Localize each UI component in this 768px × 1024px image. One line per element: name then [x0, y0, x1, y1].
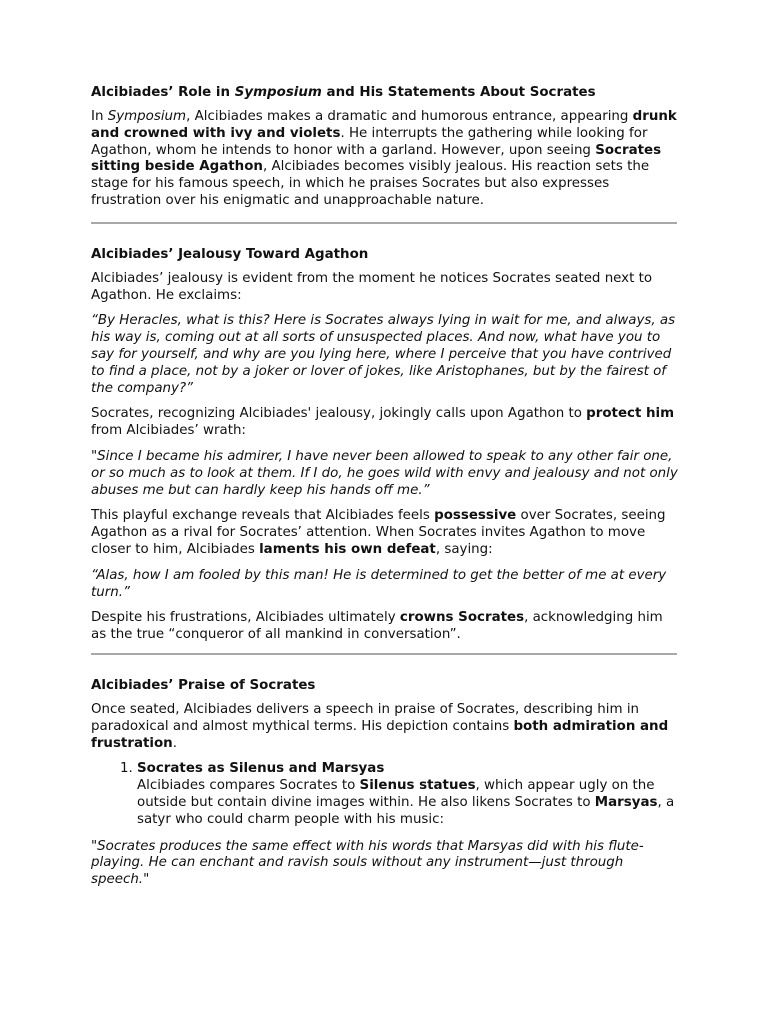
italic-run: Socrates produces the same effect with his words that Marsyas did with his flute-playing. He can enchant and ravish souls without any instrument—just through speech. — [91, 838, 644, 888]
text-run: , Alcibiades makes a dramatic and humorous entrance, appearing — [186, 109, 633, 124]
section-role — [91, 84, 681, 224]
section-divider — [91, 653, 677, 655]
text-run: In — [91, 109, 108, 124]
heading-text: Alcibiades’ Role in — [91, 85, 235, 100]
text-run: Alcibiades compares Socrates to — [137, 778, 360, 794]
italic-run: Symposium — [107, 109, 187, 124]
text-run: from Alcibiades’ wrath: — [91, 423, 246, 439]
text-run: Once seated, Alcibiades delivers a speech in praise of Socrates, describing him in paradoxical and almost mythical terms. His depiction contains — [91, 701, 640, 734]
section-heading: Alcibiades’ Jealousy Toward Agathon — [91, 246, 369, 262]
list-item-title: Socrates as Silenus and Marsyas — [137, 761, 385, 777]
quote-mark: " — [91, 838, 98, 854]
paragraph — [91, 406, 681, 440]
section-divider — [91, 222, 677, 224]
block-quote — [91, 449, 681, 499]
bold-run: both admiration and frustration — [91, 718, 669, 751]
text-run: . — [172, 735, 177, 751]
quote-mark: " — [143, 872, 150, 888]
text-run: , saying: — [435, 541, 493, 557]
text-run: Despite his frustrations, Alcibiades ultimately — [91, 610, 400, 626]
text-run: , Alcibiades becomes visibly jealous. His reaction sets the stage for his famous speech, in which he praises Socrates but also expresses frustration over his enigmatic and unapproachable nature. — [91, 159, 650, 208]
numbered-list — [91, 761, 681, 828]
block-quote: “Alas, how I am fooled by this man! He is determined to get the better of me at every turn.” — [91, 567, 667, 600]
heading-text: and His Statements About Socrates — [321, 85, 596, 100]
bold-run: possessive — [434, 508, 517, 524]
text-run: , which appear ugly on the outside but contain divine images within. He also likens Socrates to — [137, 778, 655, 810]
paragraph — [91, 109, 681, 210]
text-run: This playful exchange reveals that Alcibiades feels — [91, 508, 435, 524]
bold-run: Marsyas — [594, 794, 658, 810]
text-run: over Socrates, seeing Agathon as a rival for Socrates’ attention. When Socrates invites Agathon to move closer to him, Alcibiades — [91, 508, 666, 557]
block-quote: “By Heracles, what is this? Here is Socrates always lying in wait for me, and always, as his way is, coming out at all sorts of unsuspected places. And now, what have you to say for yourself, and why are you lying here, where I perceive that you have contrived to find a place, not by a joker or lover of jokes, like Aristophanes, but by the fairest of the company?” — [91, 313, 676, 396]
text-run: Socrates, recognizing Alcibiades' jealousy, jokingly calls upon Agathon to — [91, 406, 587, 422]
paragraph — [91, 702, 681, 752]
bold-run: drunk and crowned with ivy and violets — [91, 109, 677, 141]
section-jealousy — [91, 246, 681, 655]
quote-mark: " — [91, 448, 98, 464]
document-body — [91, 84, 681, 898]
text-run: , a satyr who could charm people with his music: — [137, 794, 675, 827]
list-item — [137, 761, 681, 828]
section-heading: Alcibiades’ Praise of Socrates — [91, 677, 316, 693]
paragraph — [91, 508, 681, 558]
bold-run: laments his own defeat — [259, 541, 436, 557]
paragraph: Alcibiades’ jealousy is evident from the moment he notices Socrates seated next to Agathon. He exclaims: — [91, 270, 653, 303]
heading-italic: Symposium — [234, 85, 322, 100]
bold-run: Silenus statues — [359, 778, 476, 794]
section-praise — [91, 677, 681, 889]
italic-run: Since I became his admirer, I have never been allowed to speak to any other fair one, or so much as to look at them. If I do, he goes wild with envy and jealousy and not only abuses me but can hardly keep his hands off me.” — [91, 448, 678, 498]
bold-run: Socrates sitting beside Agathon — [91, 142, 662, 175]
bold-run: protect him — [586, 406, 675, 422]
text-run: , acknowledging him as the true “conqueror of all mankind in conversation”. — [91, 610, 663, 643]
text-run: . He interrupts the gathering while looking for Agathon, whom he intends to honor with a garland. However, upon seeing — [91, 125, 648, 158]
block-quote — [91, 839, 681, 889]
paragraph — [91, 610, 681, 644]
section-heading — [91, 84, 681, 101]
bold-run: crowns Socrates — [399, 610, 525, 626]
